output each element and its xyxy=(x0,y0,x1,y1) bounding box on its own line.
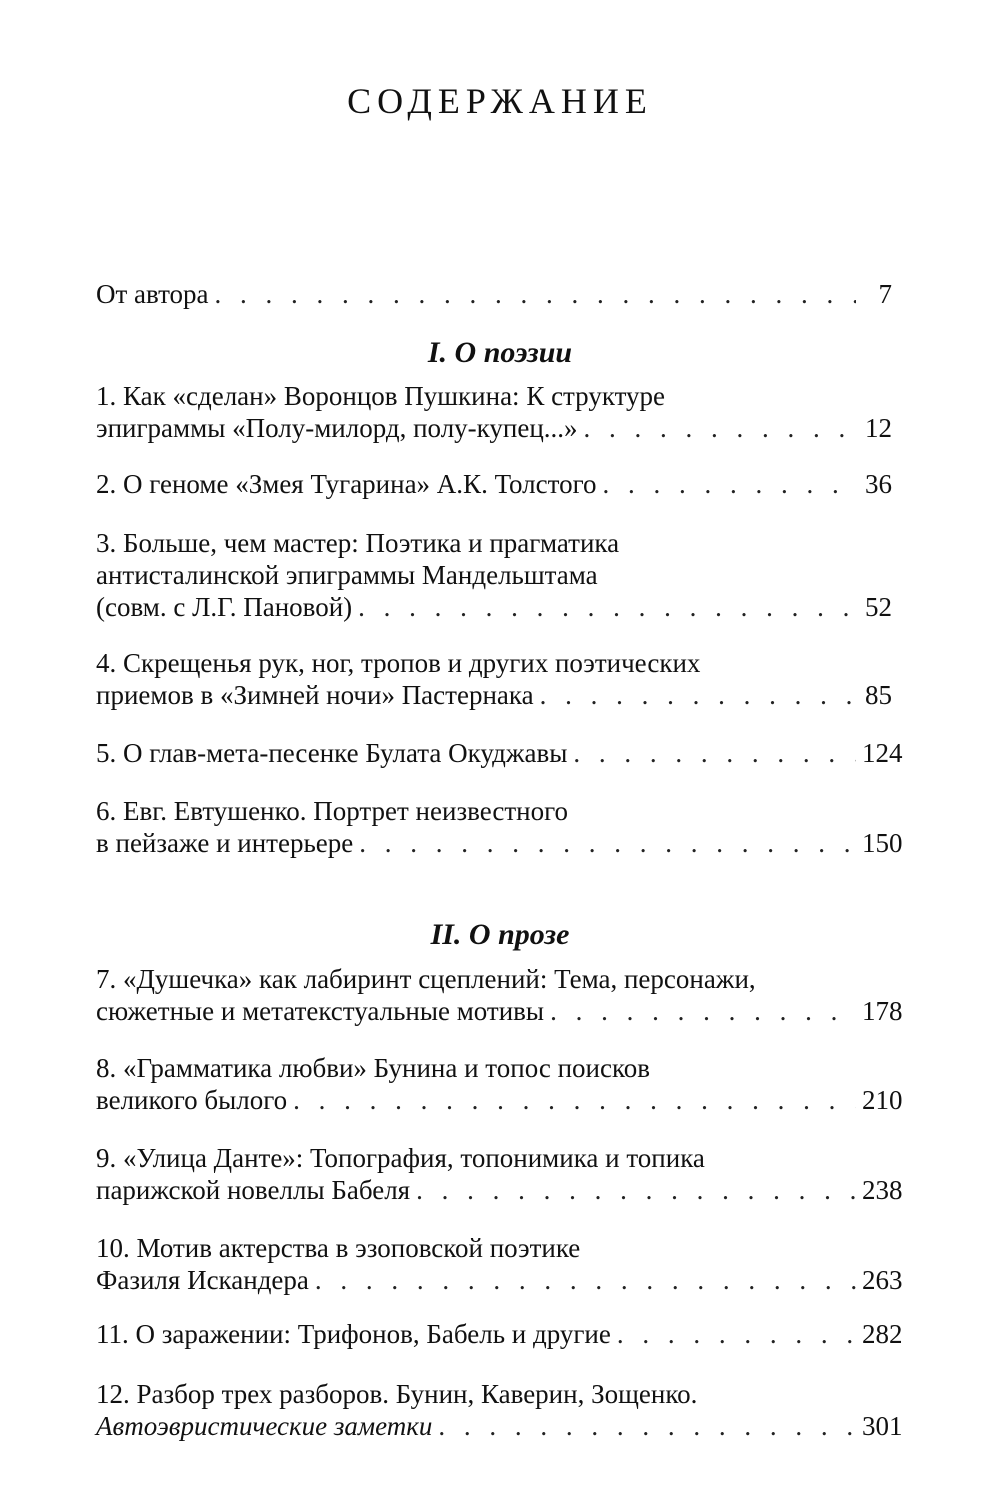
page-number: 36 xyxy=(865,469,892,499)
page-number: 282 xyxy=(862,1319,903,1349)
page-number: 52 xyxy=(865,592,892,622)
dot-leader xyxy=(550,995,856,1027)
toc-entry-title: 12. Разбор трех разборов. Бунин, Каверин, Зощенко. xyxy=(96,1379,698,1409)
toc-entry-title: 10. Мотив актерства в эзоповской поэтике xyxy=(96,1233,581,1263)
dot-leader xyxy=(573,737,856,769)
dot-leader xyxy=(540,679,856,711)
toc-entry[interactable] xyxy=(96,1318,903,1350)
page-number: 12 xyxy=(865,413,892,443)
toc-entry-title: 11. О заражении: Трифонов, Бабель и другие xyxy=(96,1319,611,1349)
toc-entry-title: От автора xyxy=(96,279,209,309)
toc-entry-title: Фазиля Искандера xyxy=(96,1265,309,1295)
toc-entry-title: парижской новеллы Бабеля xyxy=(96,1175,411,1205)
toc-entry[interactable] xyxy=(96,795,903,859)
toc-entry-title: 3. Больше, чем мастер: Поэтика и прагматика xyxy=(96,528,620,558)
dot-leader xyxy=(584,412,856,444)
toc-entry[interactable] xyxy=(96,1232,903,1296)
toc-entry-title: 8. «Грамматика любви» Бунина и топос поисков xyxy=(96,1053,650,1083)
toc-entry[interactable] xyxy=(96,737,903,769)
toc-entry-title: 9. «Улица Данте»: Топография, топонимика и топика xyxy=(96,1143,705,1173)
toc-entry[interactable] xyxy=(96,1378,903,1442)
dot-leader xyxy=(438,1410,856,1442)
section-heading-poetry: I. О поэзии xyxy=(427,336,573,369)
toc-entry[interactable] xyxy=(96,380,892,444)
dot-leader xyxy=(416,1174,856,1206)
dot-leader xyxy=(315,1264,856,1296)
toc-entry-title: в пейзаже и интерьере xyxy=(96,828,354,858)
page-title: СОДЕРЖАНИЕ xyxy=(347,81,653,121)
toc-entry-title: 2. О геноме «Змея Тугарина» А.К. Толстого xyxy=(96,469,597,499)
page-number: 301 xyxy=(862,1411,903,1441)
toc-entry-title: великого былого xyxy=(96,1085,288,1115)
toc-entry-foreword[interactable] xyxy=(96,278,892,310)
toc-entry[interactable] xyxy=(96,527,892,623)
page-number: 210 xyxy=(862,1085,903,1115)
toc-entry-title: 1. Как «сделан» Воронцов Пушкина: К структуре xyxy=(96,381,666,411)
toc-entry-title: 5. О глав-мета-песенке Булата Окуджавы xyxy=(96,738,568,768)
toc-entry-title: 7. «Душечка» как лабиринт сцеплений: Тема, персонажи, xyxy=(96,964,756,994)
dot-leader xyxy=(617,1318,856,1350)
page-number: 85 xyxy=(865,680,892,710)
toc-entry-title: (совм. с Л.Г. Пановой) xyxy=(96,592,353,622)
toc-entry[interactable] xyxy=(96,647,892,711)
section-heading-prose: II. О прозе xyxy=(430,918,570,951)
dot-leader xyxy=(359,827,856,859)
toc-entry[interactable] xyxy=(96,1052,903,1116)
page-number: 178 xyxy=(862,996,903,1026)
page-number: 124 xyxy=(862,738,903,768)
dot-leader xyxy=(215,278,856,310)
dot-leader xyxy=(602,468,856,500)
toc-entry[interactable] xyxy=(96,468,892,500)
toc-entry-subtitle: Автоэвристические заметки xyxy=(96,1411,433,1441)
toc-entry-title: антисталинской эпиграммы Мандельштама xyxy=(96,560,598,590)
toc-entry-title: эпиграммы «Полу-милорд, полу-купец...» xyxy=(96,413,578,443)
toc-entry-title: 4. Скрещенья рук, ног, тропов и других поэтических xyxy=(96,648,701,678)
toc-entry[interactable] xyxy=(96,1142,903,1206)
page-number: 7 xyxy=(878,279,892,309)
toc-entry[interactable] xyxy=(96,963,903,1027)
toc-entry-title: приемов в «Зимней ночи» Пастернака xyxy=(96,680,534,710)
page-number: 238 xyxy=(862,1175,903,1205)
dot-leader xyxy=(358,591,856,623)
toc-entry-title: 6. Евг. Евтушенко. Портрет неизвестного xyxy=(96,796,568,826)
page-number: 150 xyxy=(862,828,903,858)
toc-entry-title: сюжетные и метатекстуальные мотивы xyxy=(96,996,545,1026)
dot-leader xyxy=(293,1084,856,1116)
page-number: 263 xyxy=(862,1265,903,1295)
